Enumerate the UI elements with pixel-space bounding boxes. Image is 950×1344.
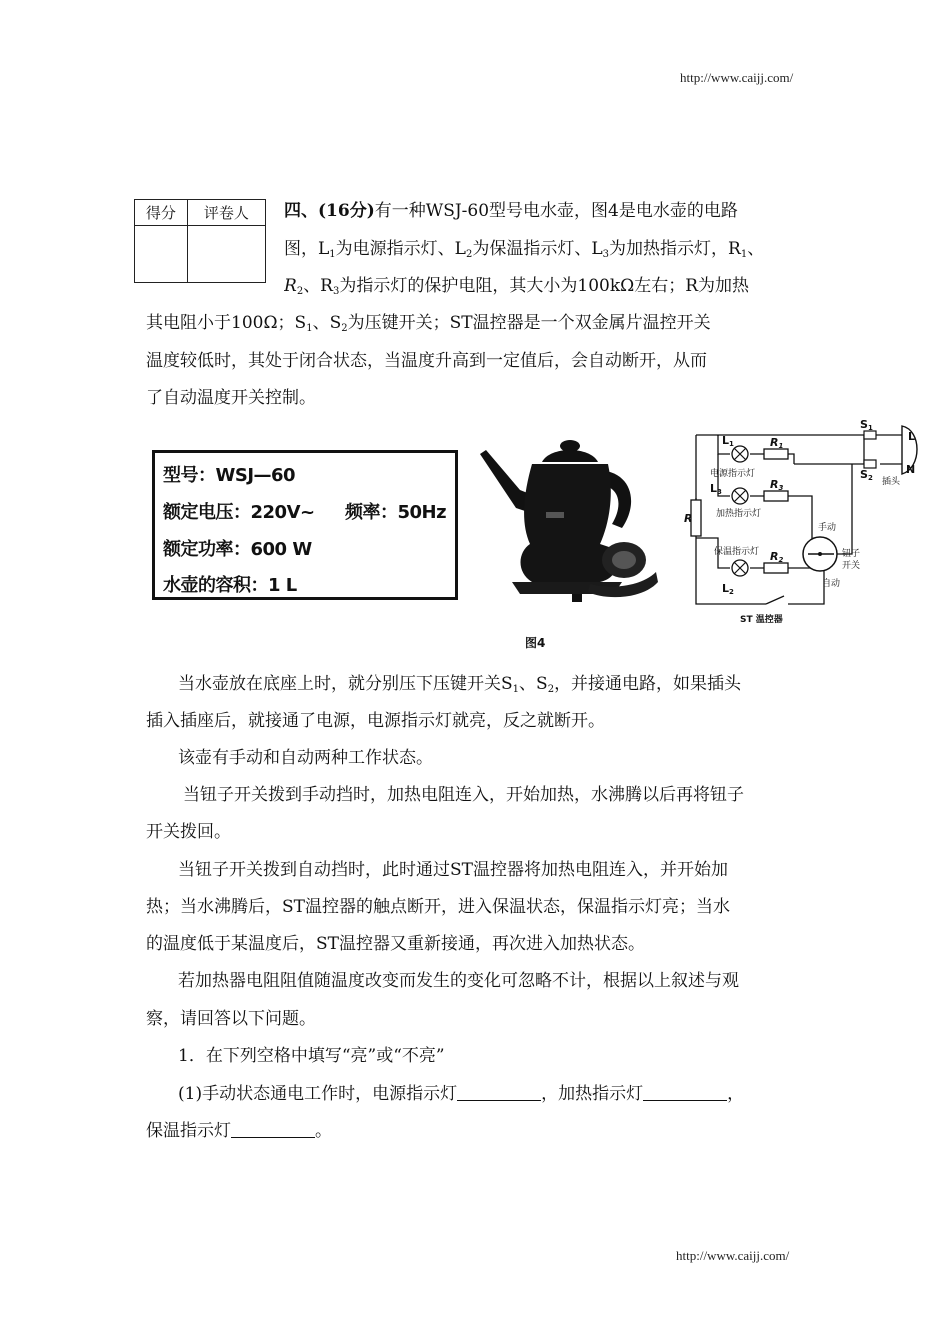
question-1-1-line-1: (1)手动状态通电工作时，电源指示灯 ，加热指示灯 ， — [178, 1084, 745, 1104]
svg-text:ST 温控器: ST 温控器 — [740, 615, 783, 625]
svg-text:保温指示灯: 保温指示灯 — [714, 547, 760, 557]
svg-text:R2: R2 — [770, 550, 784, 564]
question-line-1: 四、(16分)有一种WSJ-60型号电水壶，图4是电水壶的电路 — [284, 201, 738, 221]
kettle-image — [472, 432, 668, 604]
circuit-diagram — [684, 418, 934, 628]
para-3-line-1: 当钮子开关拨到手动挡时，加热电阻连入，开始加热，水沸腾以后再将钮子 — [183, 785, 744, 805]
header-url: http://www.caijj.com/ — [680, 70, 794, 85]
para-1-line-1: 当水壶放在底座上时，就分别压下压键开关$S_1$、$S_2$，并接通电路，如果插头 — [178, 674, 742, 695]
question-line-3: $R_2$、$R_3$为指示灯的保护电阻，其大小为100kΩ左右；R为加热 — [284, 276, 750, 296]
svg-text:R: R — [684, 512, 693, 525]
spec-voltage: 额定电压：220V~ — [163, 502, 315, 523]
spec-frequency: 频率：50Hz — [345, 502, 447, 523]
answer-blank-keep-light[interactable] — [231, 1123, 315, 1138]
svg-text:L: L — [908, 430, 916, 443]
spec-capacity: 水壶的容积：1 L — [163, 575, 297, 596]
svg-text:电源指示灯: 电源指示灯 — [710, 469, 756, 479]
para-4-line-2: 热；当水沸腾后，ST温控器的触点断开，进入保温状态，保温指示灯亮；当水 — [146, 897, 730, 917]
svg-text:L2: L2 — [722, 582, 734, 596]
spec-power: 额定功率：600 W — [163, 539, 312, 560]
para-2: 该壶有手动和自动两种工作状态。 — [178, 748, 433, 768]
para-4-line-3: 的温度低于某温度后，ST温控器又重新接通，再次进入加热状态。 — [146, 934, 645, 954]
question-line-5: 温度较低时，其处于闭合状态，当温度升高到一定值后，会自动断开，从而 — [146, 351, 707, 371]
svg-text:S1: S1 — [860, 418, 873, 432]
score-cell[interactable] — [135, 226, 188, 283]
svg-text:N: N — [906, 463, 916, 476]
svg-text:R1: R1 — [770, 436, 784, 450]
svg-text:插头: 插头 — [882, 477, 901, 487]
svg-text:钮子: 钮子 — [842, 549, 861, 559]
para-3-line-2: 开关拨回。 — [146, 822, 231, 842]
grader-header: 评卷人 — [187, 200, 265, 226]
answer-blank-power-light[interactable] — [457, 1086, 541, 1101]
svg-text:L1: L1 — [722, 434, 734, 448]
para-1-line-2: 插入插座后，就接通了电源，电源指示灯就亮，反之就断开。 — [146, 711, 605, 731]
svg-text:L3: L3 — [710, 482, 722, 496]
question-title: 四、(16分) — [284, 201, 375, 221]
svg-text:自动: 自动 — [822, 579, 841, 589]
figure-caption: 图4 — [525, 636, 546, 650]
svg-text:S2: S2 — [860, 468, 873, 482]
spec-model: 型号：WSJ—60 — [163, 465, 296, 486]
question-1-prompt: 1．在下列空格中填写“亮”或“不亮” — [178, 1046, 445, 1066]
question-line-2: 图，$L_1$为电源指示灯、$L_2$为保温指示灯、$L_3$为加热指示灯，$R_1$、 — [284, 239, 765, 260]
svg-text:开关: 开关 — [842, 561, 861, 571]
score-table — [134, 199, 266, 283]
svg-text:手动: 手动 — [818, 523, 837, 533]
footer-url: http://www.caijj.com/ — [676, 1248, 790, 1263]
question-line-6: 了自动温度开关控制。 — [146, 388, 316, 408]
question-line-4: 其电阻小于100Ω；$S_1$、$S_2$为压键开关；ST温控器是一个双金属片温控开关 — [146, 313, 711, 333]
answer-blank-heat-light[interactable] — [643, 1086, 727, 1101]
svg-text:R3: R3 — [770, 478, 784, 492]
score-header: 得分 — [135, 200, 188, 226]
para-5-line-1: 若加热器电阻阻值随温度改变而发生的变化可忽略不计，根据以上叙述与观 — [178, 971, 739, 991]
spec-plate — [152, 450, 458, 600]
svg-text:加热指示灯: 加热指示灯 — [716, 509, 762, 519]
grader-cell[interactable] — [187, 226, 265, 283]
para-5-line-2: 察，请回答以下问题。 — [146, 1009, 316, 1029]
para-4-line-1: 当钮子开关拨到自动挡时，此时通过ST温控器将加热电阻连入，并开始加 — [178, 860, 728, 880]
question-1-1-line-2: 保温指示灯 。 — [146, 1121, 332, 1141]
